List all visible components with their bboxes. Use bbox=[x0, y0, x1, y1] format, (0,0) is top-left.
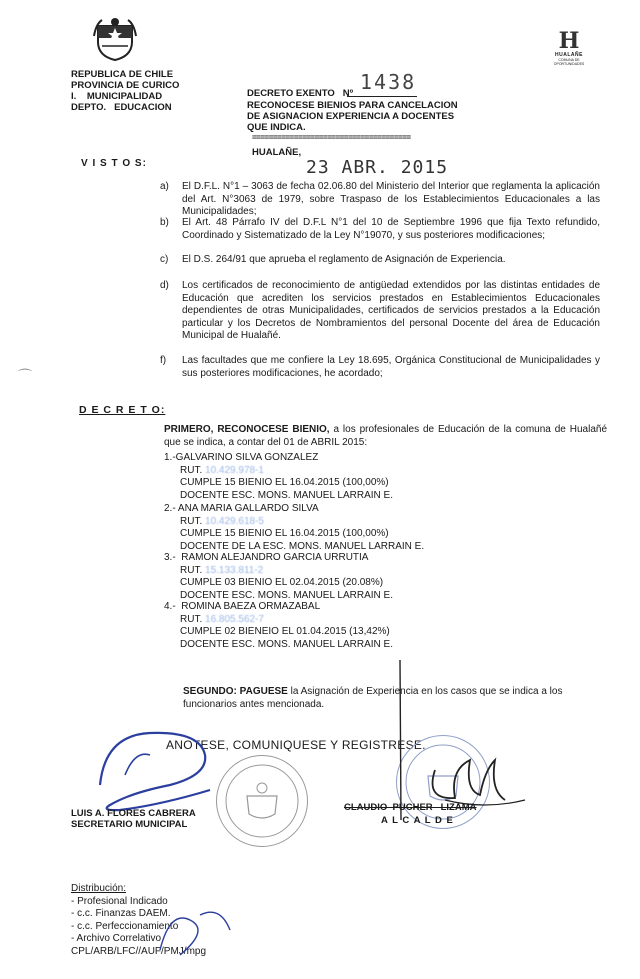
distribution-heading: Distribución: bbox=[71, 883, 127, 894]
school-line: DOCENTE ESC. MONS. MANUEL LARRAIN E. bbox=[180, 589, 393, 601]
logo-tagline: COMUNA DE OPORTUNIDADES bbox=[553, 58, 585, 66]
primero-text: a los profesionales de Educación de la comuna de Hualañé que se indica, a contar del 01 de ABRIL 2015: bbox=[164, 424, 608, 448]
school-line: DOCENTE ESC. MONS. MANUEL LARRAIN E. bbox=[180, 489, 393, 501]
distribution-item: - Archivo Correlativo bbox=[71, 933, 162, 944]
decreto-heading: D E C R E T O: bbox=[79, 404, 166, 416]
rut-value: 16.805.562-7 bbox=[205, 613, 264, 625]
vistos-item bbox=[160, 217, 600, 242]
rut-label: RUT. bbox=[180, 613, 203, 625]
vistos-item-letter: d) bbox=[160, 280, 169, 291]
rut-label: RUT. bbox=[180, 564, 203, 576]
segundo-label: SEGUNDO: PAGUESE bbox=[183, 686, 288, 697]
bienio-line: CUMPLE 15 BIENIO EL 16.04.2015 (100,00%) bbox=[180, 477, 389, 488]
vistos-item-letter: f) bbox=[160, 355, 167, 366]
rut-label: RUT. bbox=[180, 515, 203, 527]
municipal-crest-icon bbox=[92, 16, 138, 62]
subject-line: RECONOCESE BIENIOS PARA CANCELACION bbox=[247, 100, 458, 111]
vistos-item bbox=[160, 355, 600, 380]
decree-number: 1438 bbox=[360, 70, 417, 94]
person-entry bbox=[164, 452, 393, 502]
subject-line: QUE INDICA. bbox=[247, 122, 306, 133]
closing-line: ANOTESE, COMUNIQUESE Y REGISTRESE. bbox=[166, 738, 426, 752]
institution-header bbox=[71, 69, 179, 113]
person-entry bbox=[164, 552, 393, 602]
bienio-line: CUMPLE 03 BIENIO EL 02.04.2015 (20.08%) bbox=[180, 577, 384, 588]
vistos-item bbox=[160, 254, 600, 267]
person-name: 4.- ROMINA BAEZA ORMAZABAL bbox=[164, 601, 321, 612]
decree-place: HUALAÑE, bbox=[252, 147, 302, 158]
vistos-item-letter: a) bbox=[160, 181, 169, 192]
distribution-item: - c.c. Perfeccionamiento bbox=[71, 920, 179, 932]
decree-date: 23 ABR. 2015 bbox=[306, 157, 449, 178]
distribution-item: CPL/ARB/LFC//AUF/PMJ/mpg bbox=[71, 945, 207, 957]
bienio-line: CUMPLE 02 BIENEIO EL 01.04.2015 (13,42%) bbox=[180, 626, 390, 637]
vistos-item-text: Las facultades que me confiere la Ley 18.695, Orgánica Constitucional de Municipalidades y sus posteriores modificaciones, he acordado; bbox=[182, 355, 600, 379]
vistos-item bbox=[160, 181, 600, 219]
signature-left-block bbox=[71, 808, 196, 830]
vistos-item-text: Los certificados de reconocimiento de antigüedad extendidos por las distintas entidades de Educación que acrediten los servicios prestados en Establecimientos Educacionales dependientes de otras Municipalidades, certificados de servicios prestados a la Educación particular y los Decretos de Nombramientos del personal Docente del área de Educación Municipal de Hualañé. bbox=[182, 280, 600, 341]
hualane-logo-icon: H HUALAÑE COMUNA DE OPORTUNIDADES bbox=[548, 30, 590, 64]
distribution-item: - c.c. Finanzas DAEM. bbox=[71, 908, 171, 919]
person-name: 2.- ANA MARIA GALLARDO SILVA bbox=[164, 503, 319, 514]
rut-value: 15.133.811-2 bbox=[205, 564, 264, 576]
vistos-item-text: El Art. 48 Párrafo IV del D.F.L N°1 del 10 de Septiembre 1996 que fija Texto refundido, Coordinado y Sistematizado de la Ley N°19070, y sus posteriores modificaciones; bbox=[182, 217, 600, 241]
decree-separator: ====================================== bbox=[252, 133, 411, 142]
rut-value: 10.429.978-1 bbox=[205, 464, 264, 476]
secretary-name: LUIS A. FLORES CABRERA bbox=[71, 808, 196, 819]
person-entry bbox=[164, 503, 424, 553]
institution-line: REPUBLICA DE CHILE bbox=[71, 69, 174, 80]
primero-label: PRIMERO, RECONOCESE BIENIO, bbox=[164, 424, 330, 435]
vistos-item-text: El D.F.L. N°1 – 3063 de fecha 02.06.80 del Ministerio del Interior que reglamenta la aplicación del Art. N°3063 de 1979, sobre Traspaso de los Establecimientos Educacionales a las Municipalidades; bbox=[182, 181, 600, 217]
vistos-item-letter: c) bbox=[160, 254, 169, 265]
school-line: DOCENTE DE LA ESC. MONS. MANUEL LARRAIN E. bbox=[180, 540, 425, 552]
logo-name: HUALAÑE bbox=[555, 52, 583, 58]
institution-line: I. MUNICIPALIDAD bbox=[71, 91, 163, 102]
segundo-text: la Asignación de Experiencia en los casos que se indica a los funcionarios antes mencionada. bbox=[183, 686, 563, 710]
mayor-title: A L C A L D E bbox=[381, 815, 454, 826]
decree-number-line bbox=[347, 96, 417, 97]
initials-scribble-icon bbox=[150, 900, 240, 960]
school-line: DOCENTE ESC. MONS. MANUEL LARRAIN E. bbox=[180, 638, 393, 650]
distribution-item: - Profesional Indicado bbox=[71, 895, 168, 907]
vistos-item bbox=[160, 280, 600, 343]
bienio-line: CUMPLE 15 BIENIO EL 16.04.2015 (100,00%) bbox=[180, 528, 389, 539]
institution-line: DEPTO. EDUCACION bbox=[71, 102, 172, 113]
person-entry bbox=[164, 601, 393, 651]
mayor-name: CLAUDIO PUCHER LIZAMA bbox=[344, 802, 477, 813]
vistos-heading: V I S T O S: bbox=[81, 158, 147, 169]
vistos-item-letter: b) bbox=[160, 217, 169, 228]
vistos-item-text: El D.S. 264/91 que aprueba el reglamento de Asignación de Experiencia. bbox=[182, 254, 506, 265]
institution-line: PROVINCIA DE CURICO bbox=[71, 80, 180, 91]
rut-value: 10.429.618-5 bbox=[205, 515, 264, 527]
person-name: 3.- RAMON ALEJANDRO GARCIA URRUTIA bbox=[164, 552, 369, 563]
rut-label: RUT. bbox=[180, 464, 203, 476]
person-name: 1.-GALVARINO SILVA GONZALEZ bbox=[164, 452, 319, 463]
decree-label: DECRETO EXENTO Nº bbox=[247, 88, 354, 99]
secretary-title: SECRETARIO MUNICIPAL bbox=[71, 819, 188, 830]
subject-line: DE ASIGNACION EXPERIENCIA A DOCENTES bbox=[247, 111, 455, 122]
decree-subject bbox=[247, 100, 458, 133]
margin-mark: ⌒ bbox=[18, 368, 32, 384]
primero-paragraph bbox=[164, 424, 607, 449]
